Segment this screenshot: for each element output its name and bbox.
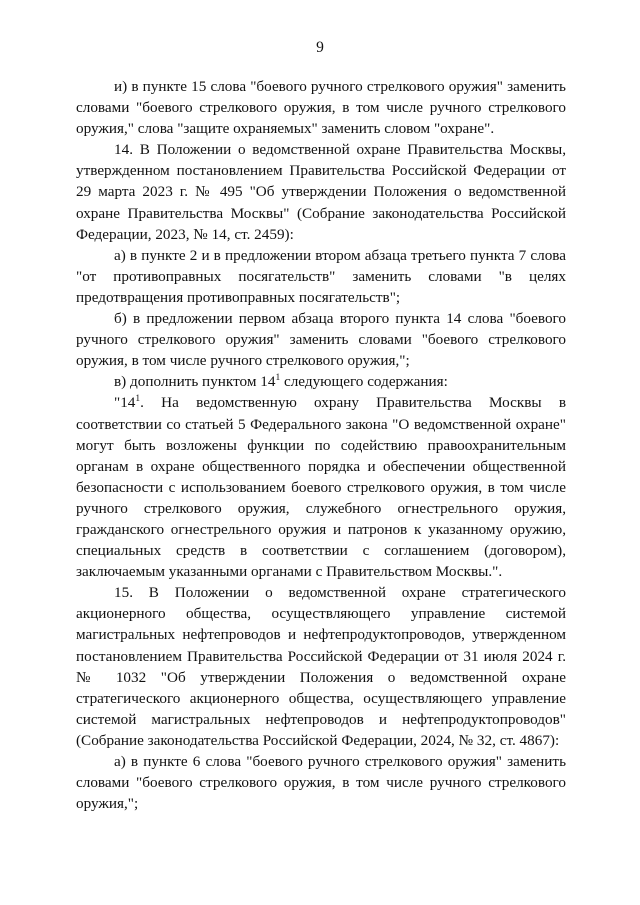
- superscript-number: 1: [275, 373, 281, 384]
- page-number: 9: [316, 39, 324, 56]
- paragraph-item-a: а) в пункте 2 и в предложении втором абзаца третьего пункта 7 слова "от противоправных посягательств" заменить словами "в целях предотвращения противоправных посягательств";: [76, 246, 566, 306]
- paragraph-text: следующего содержания:: [280, 373, 448, 391]
- paragraph-item-a-section-15: а) в пункте 6 слова "боевого ручного стрелкового оружия" заменить словами "боевого стрелкового оружия, в том числе ручного стрелкового оружия,";: [76, 753, 566, 813]
- document-body: [76, 76, 566, 814]
- paragraph-section-15: 15. В Положении о ведомственной охране стратегического акционерного общества, осуществляющего управление системой магистральных нефтепроводов и нефтепродуктопроводов, утвержденном постановлением Правительства Российской Федерации от 31 июля 2024 г. № 1032 "Об утверждении Положения о ведомственной охране стратегического акционерного общества, осуществляющего управление системой магистральных нефтепроводов и нефтепродуктопроводов" (Собрание законодательства Российской Федерации, 2024, № 32, ст. 4867):: [76, 584, 566, 749]
- paragraph-text: в) дополнить пунктом 14: [114, 373, 276, 391]
- superscript-number: 1: [135, 394, 141, 405]
- paragraph-item-v: [76, 371, 566, 392]
- paragraph-section-14: 14. В Положении о ведомственной охране Правительства Москвы, утвержденном постановлением Правительства Российской Федерации от 29 марта 2023 г. № 495 "Об утверждении Положения о ведомственной охране Правительства Москвы" (Собрание законодательства Российской Федерации, 2023, № 14, ст. 2459):: [76, 141, 566, 243]
- paragraph-text: . На ведомственную охрану Правительства Москвы в соответствии со статьей 5 Федерального закона "О ведомственной охране" могут быть возложены функции по содействию правоохранительным органам в охране общественного порядка и обеспечении общественной безопасности с использованием боевого стрелкового оружия, в том числе ручного стрелкового оружия, служебного огнестрельного оружия, гражданского огнестрельного оружия и патронов к указанному оружию, специальных средств в соответствии с соглашением (договором), заключаемым указанными органами с Правительством Москвы.".: [76, 394, 566, 581]
- paragraph-new-point-14-1: [76, 392, 566, 582]
- paragraph-item-i: и) в пункте 15 слова "боевого ручного стрелкового оружия" заменить словами "боевого стрелкового оружия, в том числе ручного стрелкового оружия," слова "защите охраняемых" заменить словом "охране".: [76, 78, 566, 138]
- paragraph-text: "14: [114, 394, 136, 412]
- paragraph-item-b: б) в предложении первом абзаца второго пункта 14 слова "боевого ручного стрелкового оружия" заменить словами "боевого стрелкового оружия, в том числе ручного стрелкового оружия,";: [76, 310, 566, 370]
